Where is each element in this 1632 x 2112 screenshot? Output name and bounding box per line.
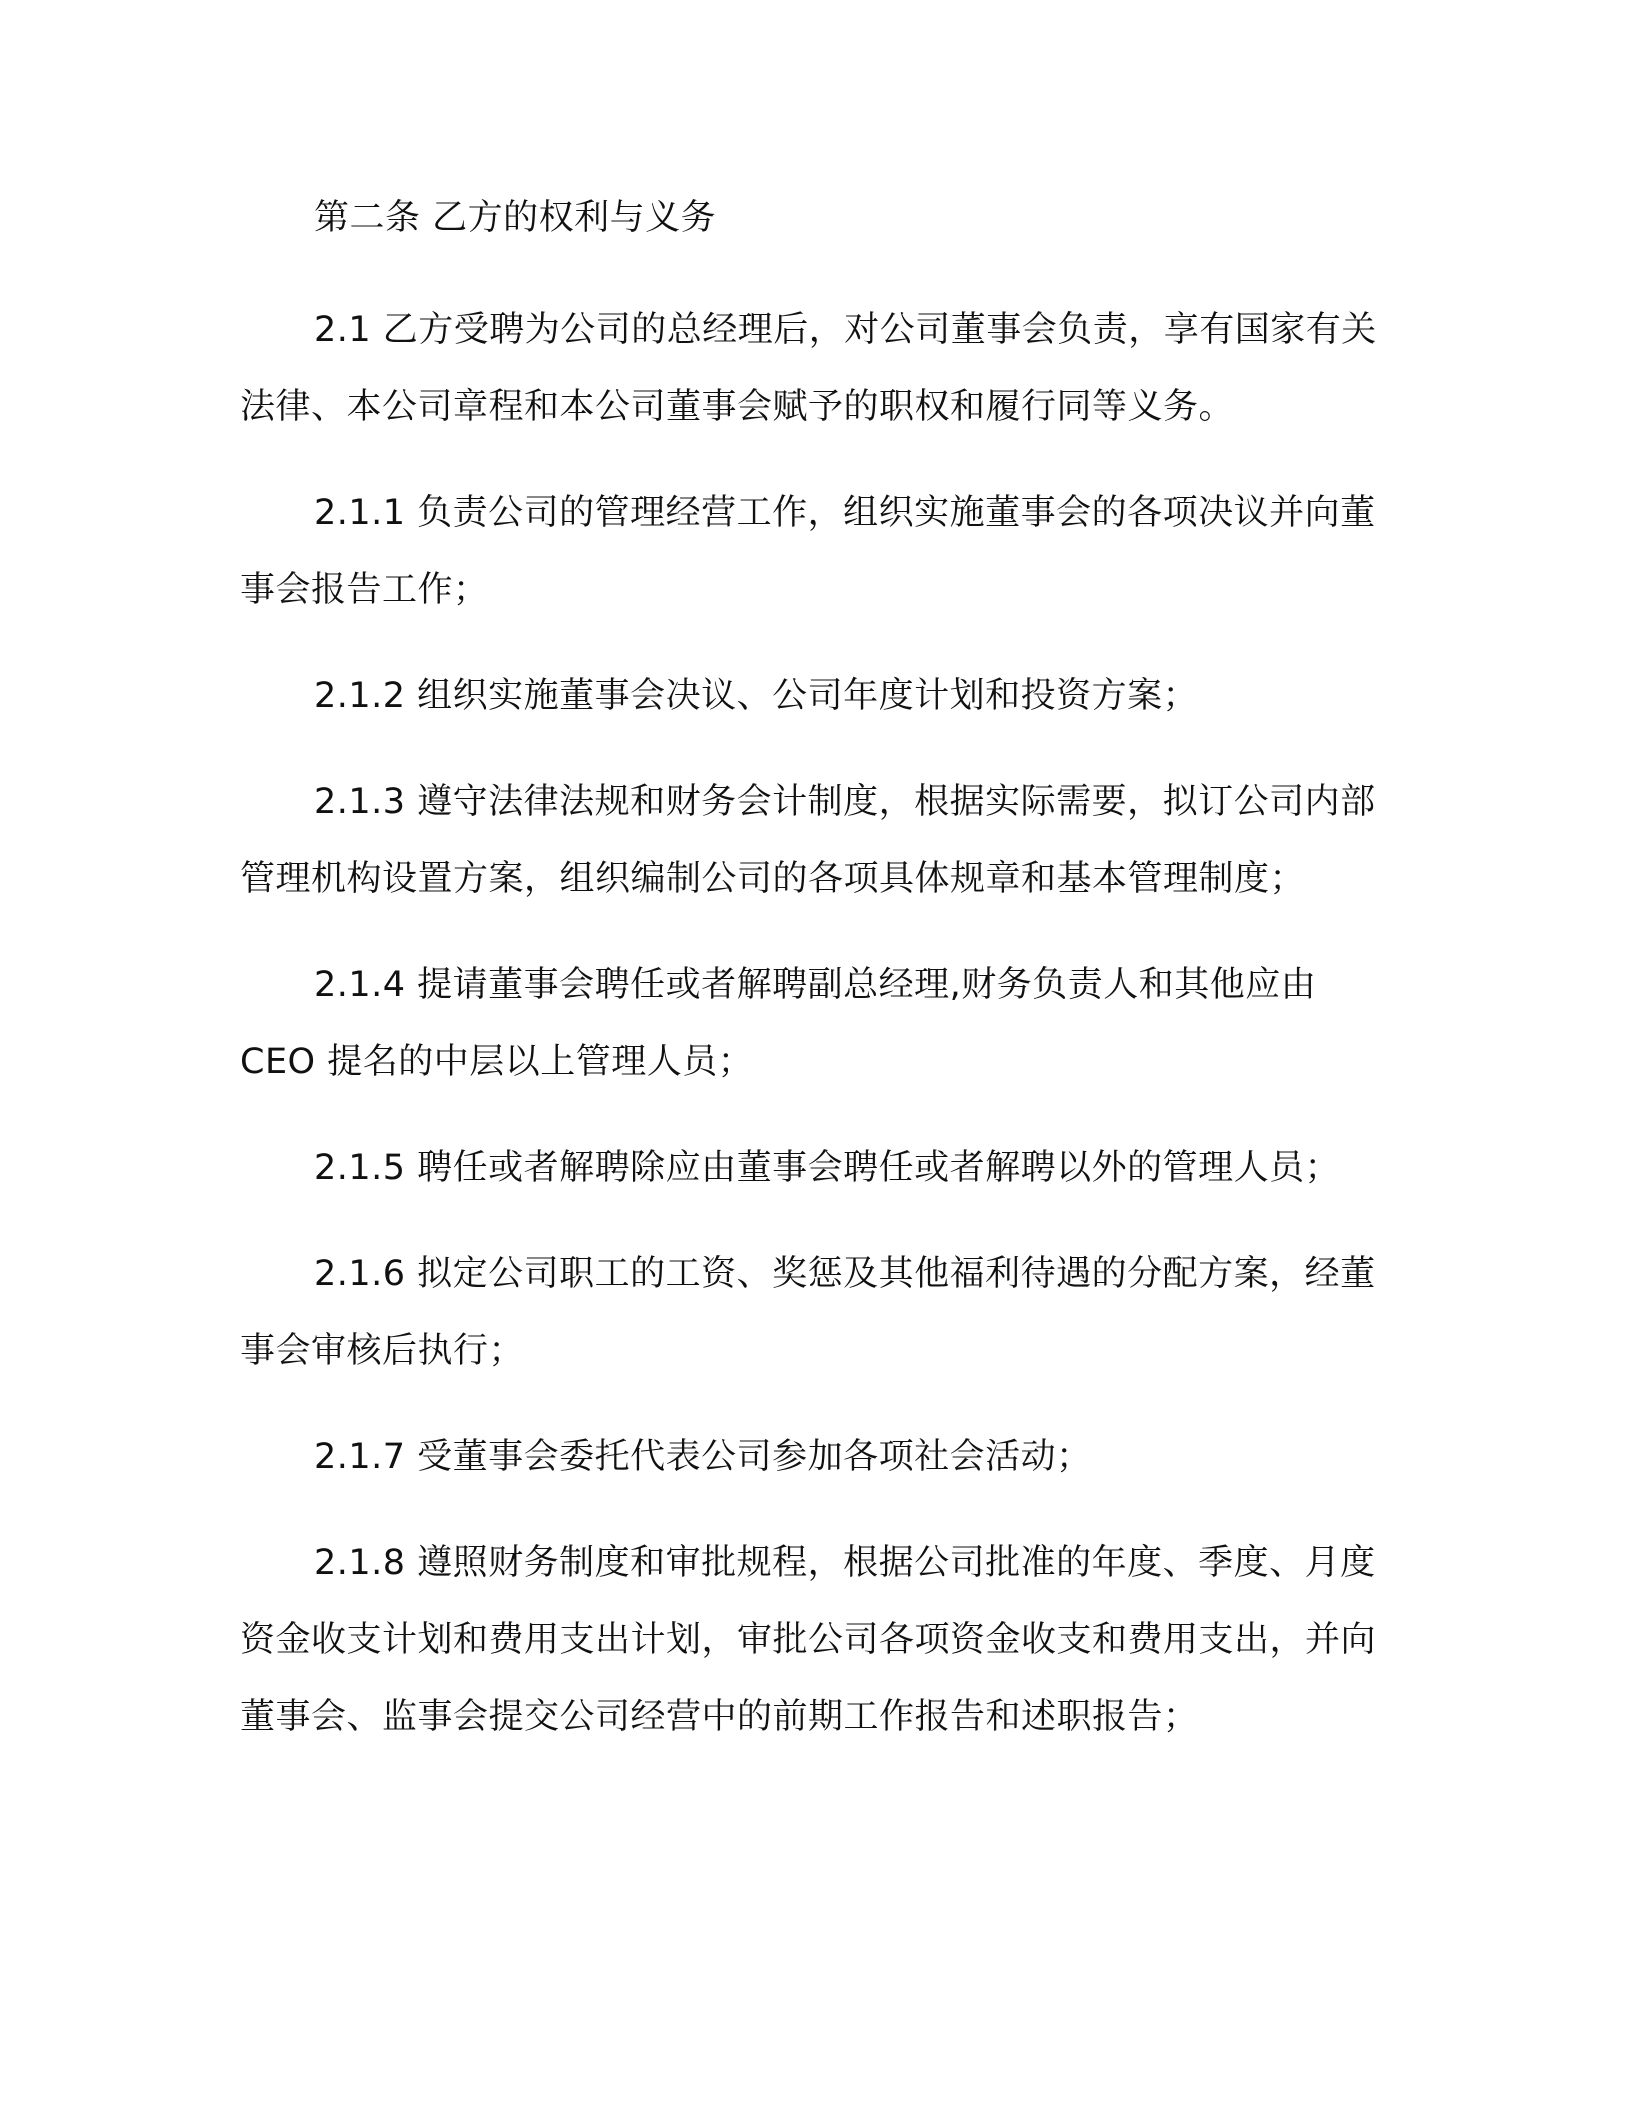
article-heading: 第二条 乙方的权利与义务 xyxy=(314,198,717,238)
document-body xyxy=(240,192,1390,1785)
clause-2-1-1: 2.1.1 负责公司的管理经营工作，组织实施董事会的各项决议并向董事会报告工作； xyxy=(240,493,1376,610)
clause-2-1-2: 2.1.2 组织实施董事会决议、公司年度计划和投资方案； xyxy=(314,676,1199,716)
clause-2-1-3: 2.1.3 遵守法律法规和财务会计制度，根据实际需要，拟订公司内部管理机构设置方案，组织编制公司的各项具体规章和基本管理制度； xyxy=(240,782,1376,899)
clause-2-1-8: 2.1.8 遵照财务制度和审批规程，根据公司批准的年度、季度、月度资金收支计划和费用支出计划，审批公司各项资金收支和费用支出，并向董事会、监事会提交公司经营中的前期工作报告和述职报告； xyxy=(240,1543,1377,1737)
clause-2-1: 2.1 乙方受聘为公司的总经理后，对公司董事会负责，享有国家有关法律、本公司章程和本公司董事会赋予的职权和履行同等义务。 xyxy=(240,310,1377,427)
clause-2-1-4: 2.1.4 提请董事会聘任或者解聘副总经理,财务负责人和其他应由CEO 提名的中层以上管理人员； xyxy=(240,965,1317,1082)
clause-2-1-5: 2.1.5 聘任或者解聘除应由董事会聘任或者解聘以外的管理人员； xyxy=(314,1148,1341,1188)
clause-2-1-7: 2.1.7 受董事会委托代表公司参加各项社会活动； xyxy=(314,1437,1092,1477)
clause-2-1-6: 2.1.6 拟定公司职工的工资、奖惩及其他福利待遇的分配方案，经董事会审核后执行； xyxy=(240,1254,1376,1371)
